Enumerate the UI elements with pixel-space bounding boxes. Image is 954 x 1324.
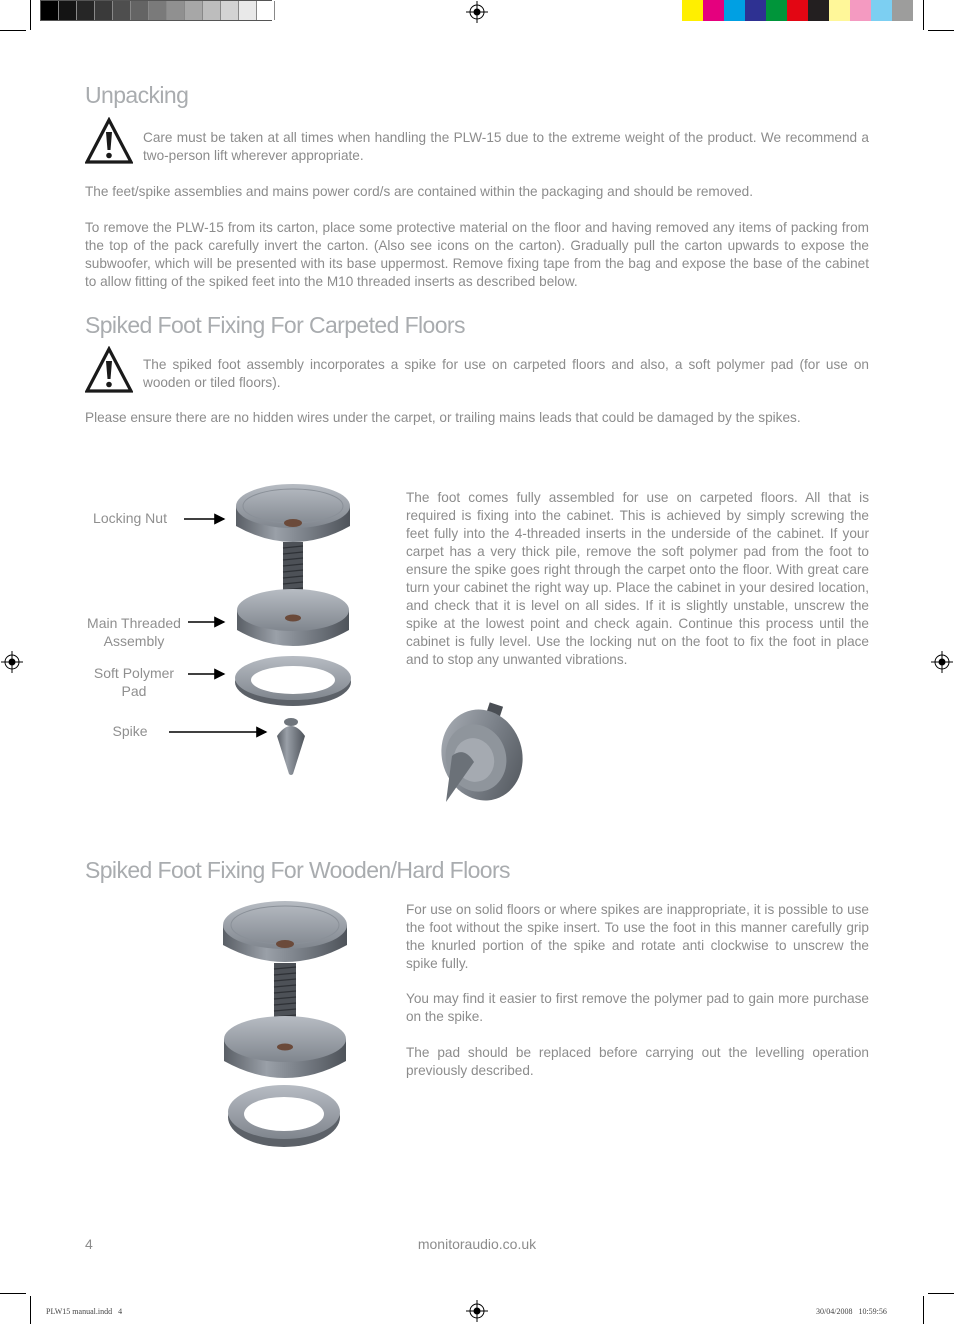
carpet-description: The foot comes fully assembled for use on carpeted floors. All that is required is fixing into the cabinet. This is achieved by simply screwing the feet fully into the 4-threaded inserts in the underside of the cabinet. If your carpet has a very thick pile, remove the soft polymer pad from the foot to ensure the spike goes right through the carpet onto the floor. With great care turn your cabinet the right way up. Place the cabinet in your desired location, and check that it is level on all sides. If it is slightly unstable, unscrew the spike at the lowest point and check again. Continue this process until the cabinet is fully level. Use the locking nut on the foot to fix the foot in place and to stop any unwanted vibrations.: [406, 490, 869, 667]
assembled-foot-illustration: [420, 700, 530, 810]
label-line: Soft Polymer: [93, 665, 175, 681]
carpet-paragraph: Please ensure there are no hidden wires under the carpet, or trailing mains leads that could be damaged by the spikes.: [85, 410, 801, 425]
crop-mark: [928, 30, 954, 31]
color-swatch: [745, 0, 766, 21]
registration-mark-icon: [931, 651, 953, 673]
process-color-bar: [682, 0, 914, 21]
unpacking-warning-text: Care must be taken at all times when handling the PLW-15 due to the extreme weight of the product. We recommend a two-person lift wherever appropriate.: [143, 130, 869, 163]
color-swatch: [808, 0, 829, 21]
gray-swatch: [257, 1, 275, 20]
gray-swatch: [149, 1, 167, 20]
gray-swatch: [239, 1, 257, 20]
crop-mark: [923, 0, 924, 30]
gray-swatch: [167, 1, 185, 20]
registration-mark-icon: [466, 1300, 488, 1322]
hard-floors-heading: Spiked Foot Fixing For Wooden/Hard Floors: [85, 857, 510, 883]
slug-timestamp: 30/04/2008 10:59:56: [816, 1307, 887, 1316]
page-number: 4: [85, 1236, 93, 1252]
exploded-foot-illustration: [225, 478, 355, 778]
gray-swatch: [59, 1, 77, 20]
gray-swatch: [95, 1, 113, 20]
unpacking-paragraph: The feet/spike assemblies and mains power cord/s are contained within the packaging and should be removed.: [85, 184, 753, 199]
gray-color-bar: [40, 0, 272, 21]
color-swatch: [682, 0, 703, 21]
gray-swatch: [113, 1, 131, 20]
warning-icon: [85, 117, 133, 165]
crop-mark: [0, 30, 26, 31]
color-swatch: [787, 0, 808, 21]
gray-swatch: [131, 1, 149, 20]
spike-label: Spike: [112, 723, 148, 739]
locking-nut-label: Locking Nut: [93, 510, 167, 526]
unpacking-heading: Unpacking: [85, 82, 189, 108]
color-swatch: [724, 0, 745, 21]
crop-mark: [0, 1293, 26, 1294]
hard-floors-paragraph: The pad should be replaced before carrying out the levelling operation previously described.: [406, 1045, 869, 1078]
slug-filename: PLW15 manual.indd 4: [46, 1307, 123, 1316]
color-swatch: [892, 0, 913, 21]
unpacking-paragraph: To remove the PLW-15 from its carton, place some protective material on the floor and having removed any items of packing from the top of the pack carefully invert the carton. (Also see icons on the carton). Gradually pull the carton upwards to expose the subwoofer, which will be presented with its base uppermost. Remove fixing tape from the bag and expose the base of the cabinet to allow fitting of the spiked feet into the M10 threaded inserts as described below.: [85, 220, 869, 289]
color-swatch: [850, 0, 871, 21]
carpeted-floors-heading: Spiked Foot Fixing For Carpeted Floors: [85, 312, 465, 338]
website-link[interactable]: monitoraudio.co.uk: [417, 1236, 537, 1252]
label-line: Assembly: [103, 633, 165, 649]
color-swatch: [829, 0, 850, 21]
hard-floors-paragraph: You may find it easier to first remove the polymer pad to gain more purchase on the spike.: [406, 991, 869, 1024]
crop-mark: [923, 1296, 924, 1324]
foot-without-spike-illustration: [220, 895, 350, 1155]
crop-mark: [30, 0, 31, 30]
registration-mark-icon: [466, 1, 488, 23]
hard-floors-paragraph: For use on solid floors or where spikes are inappropriate, it is possible to use the foot without the spike insert. To use the foot in this manner carefully grip the knurled portion of the spike and rotate anti clockwise to unscrew the spike fully.: [406, 902, 869, 971]
gray-swatch: [77, 1, 95, 20]
carpet-warning-text: The spiked foot assembly incorporates a spike for use on carpeted floors and also, a soft polymer pad (for use on wooden or tiled floors).: [143, 357, 869, 390]
gray-swatch: [221, 1, 239, 20]
label-line: Main Threaded: [87, 615, 181, 631]
color-swatch: [703, 0, 724, 21]
registration-mark-icon: [1, 651, 23, 673]
gray-swatch: [185, 1, 203, 20]
gray-swatch: [41, 1, 59, 20]
warning-icon: [85, 346, 133, 394]
color-swatch: [871, 0, 892, 21]
gray-swatch: [203, 1, 221, 20]
label-line: Pad: [121, 683, 147, 699]
color-swatch: [766, 0, 787, 21]
crop-mark: [928, 1293, 954, 1294]
crop-mark: [30, 1296, 31, 1324]
